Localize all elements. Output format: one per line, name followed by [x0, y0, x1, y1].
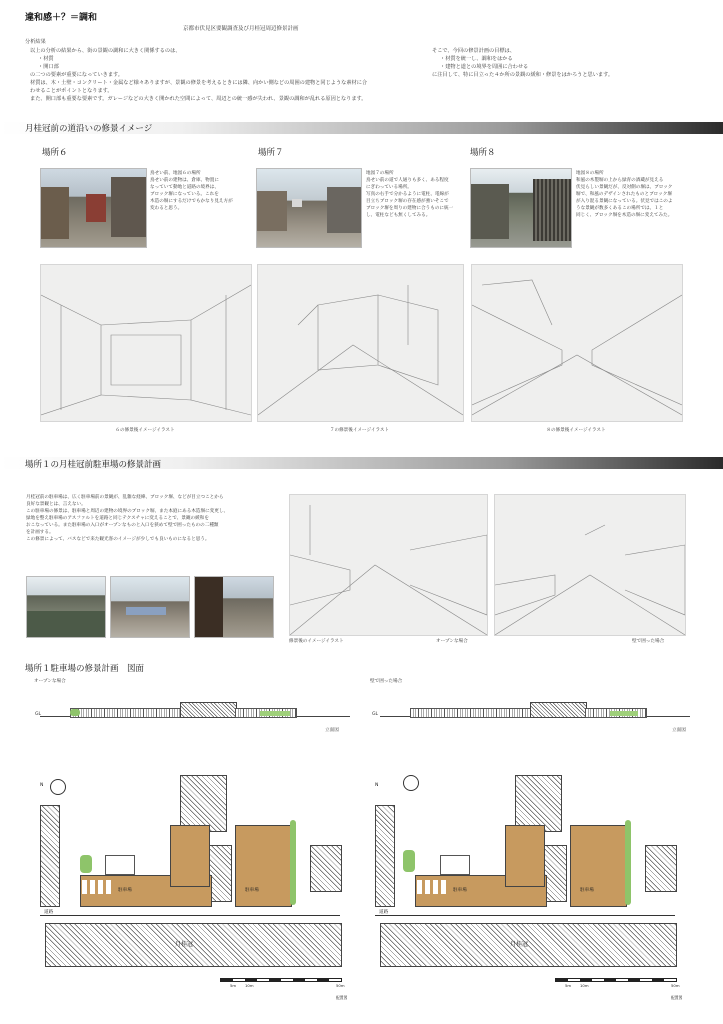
place7-photo: [256, 168, 362, 248]
scale-mark: 50m: [336, 983, 345, 988]
analysis-left: [30, 47, 420, 103]
scale-bar: [555, 978, 677, 982]
place8-desc: [576, 170, 686, 219]
analysis-line: ・開口部: [38, 64, 59, 70]
desc-line: 変わると思う。: [150, 206, 183, 211]
parking-area-right: [235, 825, 292, 907]
analysis-line: ・建物と道との境界を周囲に合わせる: [440, 64, 529, 70]
desc-line: うな景観が数多くあるこの場所では、１と: [576, 206, 664, 211]
compass-icon: [403, 775, 419, 791]
desc-line: 月桂冠前の駐車場は、広く駐車場前の景観が、乱雑な経緯、ブロック塀、などが目立つことから: [26, 495, 224, 500]
north-label: N: [375, 783, 379, 788]
building-east: [310, 845, 342, 892]
desc-line: 写真の右手で分かるように電柱、電線が: [366, 192, 449, 197]
place6-photo: [40, 168, 147, 248]
desc-line: 塀で、和風のデザインされたものとブロック塀: [576, 192, 672, 197]
scale-mark: 10m: [245, 983, 254, 988]
section2-heading: 場所１の月桂冠前駐車場の修景計画: [25, 460, 162, 470]
section3-heading: 場所１駐車場の修景計画 図面: [25, 664, 145, 674]
desc-line: この修景によって、バスなどで来た観光客のイメージが少しでも良いものになると思う。: [26, 537, 210, 542]
desc-line: 緑地を整え駐車場のアスファルトを道路と同じテクスチャに変えることで、景観の緩和を: [26, 516, 209, 521]
desc-line: なっていて動地と道路の境界は、: [150, 185, 219, 190]
page-subtitle: 京都市伏見区要観調査及び月桂冠周辺修景計画: [183, 26, 299, 32]
elev-note: 立面図: [325, 728, 339, 733]
parking-label: 駐車場: [453, 888, 467, 893]
scale-bar: [220, 978, 342, 982]
parking-area-right: [570, 825, 627, 907]
tree-icon: [403, 850, 415, 872]
parking-stalls: [417, 880, 447, 894]
section1-heading: 月桂冠前の道沿いの修景イメージ: [25, 124, 153, 134]
desc-line: が入り混る景観になっている。伏見ではこのよ: [576, 199, 673, 204]
desc-line: おこなっている。また駐車場の入口がオープンなものと入口を狭めて壁で囲ったものの二種類: [26, 523, 219, 528]
analysis-line: 以上の分析の結果から、街の景観の調和に大きく関係するのは、: [30, 48, 181, 54]
hedge: [260, 711, 290, 716]
analysis-line: 材質は、木・土壁・コンクリート・金属など様々ありますが、景観の修景を考えるときには隣、向かい側などの周囲の建物と同じような素材に合: [30, 80, 368, 86]
compass-icon: [50, 779, 66, 795]
plan-note: 配置図: [336, 995, 348, 1000]
building-west: [40, 805, 60, 907]
road-label: 道路: [379, 910, 389, 915]
gekkeikan-label: 月桂冠: [175, 941, 194, 948]
caption-walled: 壁で囲った場合: [632, 639, 665, 644]
elevation-open: [40, 697, 350, 727]
elevation-walled: [380, 697, 690, 727]
tree-icon: [70, 709, 80, 716]
scale-mark: 10m: [580, 983, 589, 988]
analysis-line: そこで、今回の修景計画の目標は、: [432, 48, 515, 54]
tree-icon: [80, 855, 92, 873]
place8-caption: ８の修景後イメージイラスト: [546, 428, 606, 433]
small-building: [105, 855, 135, 875]
parking-label: 駐車場: [118, 888, 132, 893]
section2-desc: [26, 494, 281, 543]
desc-line: 伏見らしい景観だが、反対側の塀は、ブロック: [576, 185, 673, 190]
place6-caption: ６の修景後イメージイラスト: [115, 428, 175, 433]
desc-line: 同じく、ブロック塀を木造の塀に変えてみた。: [576, 213, 673, 218]
desc-line: 地図７の場所: [366, 171, 394, 176]
parking-area-left-ext: [170, 825, 210, 887]
parking-sketch-walled: [494, 494, 686, 636]
analysis-right: [432, 47, 712, 79]
desc-line: を計画する。: [26, 530, 54, 535]
desc-line: 鳥せい前の道で人通りも多く、ある程度: [366, 178, 449, 183]
desc-line: 目立ちブロック塀の存在感が強いそこで: [366, 199, 449, 204]
building-east: [645, 845, 677, 892]
scale-mark: 5m: [230, 983, 237, 988]
building-north: [180, 775, 227, 832]
desc-line: 鳥せい前、地図６の場所: [150, 171, 201, 176]
place6-desc: [150, 170, 250, 212]
place6-label: 場所６: [42, 148, 68, 158]
building: [530, 702, 587, 718]
parking-area-left-ext: [505, 825, 545, 887]
place8-photo: [470, 168, 572, 248]
plan-walled: [375, 765, 695, 1005]
caption-open: オープンな場合: [436, 639, 468, 644]
analysis-line: ・材質: [38, 56, 54, 62]
analysis-line: わせることがポイントとなります。: [30, 88, 113, 94]
analysis-line: また、開口部も重要な要素です。ガレージなどの大きく開かれた空間によって、周辺との統一感が失われ、景観の調和が乱れる原因となります。: [30, 96, 367, 102]
parking-photo-2: [110, 576, 190, 638]
scale-mark: 5m: [565, 983, 572, 988]
desc-line: し、電柱なども無くしてみる。: [366, 213, 431, 218]
sketch-lines: [41, 265, 251, 421]
building-west: [375, 805, 395, 907]
desc-line: ブロック塀になっている。これを: [150, 192, 219, 197]
road-line: [375, 915, 675, 916]
sketch-lines: [495, 495, 685, 635]
analysis-line: の二つの要素が重要になっていきます。: [30, 72, 123, 78]
gekkeikan-building: [380, 923, 677, 967]
desc-line: 鳥せい前の建物は、倉庫、物置に: [150, 178, 219, 183]
analysis-line: に注目して、特に目立った４か所の景観の緩和・修景をはかろうと思います。: [432, 72, 614, 78]
road-line: [40, 915, 340, 916]
elev-gl: GL: [35, 712, 42, 717]
analysis-line: ・材質を統一し、調和をはかる: [440, 56, 513, 62]
parking-label: 駐車場: [245, 888, 259, 893]
north-label: N: [40, 783, 44, 788]
place8-label: 場所８: [470, 148, 496, 158]
desc-line: ブロック塀を周りの建物に合うものに統一: [366, 206, 454, 211]
parking-label: 駐車場: [580, 888, 594, 893]
parking-sketch-open: [289, 494, 488, 636]
desc-line: 和風の木製塀の上から緑青の酒蔵が見える: [576, 178, 664, 183]
gekkeikan-building: [45, 923, 342, 967]
plan-note: 配置図: [671, 995, 683, 1000]
place7-desc: [366, 170, 466, 219]
gekkeikan-label: 月桂冠: [510, 941, 529, 948]
elev-gl: GL: [372, 712, 379, 717]
desc-line: にぎわっている場所。: [366, 185, 412, 190]
small-building: [440, 855, 470, 875]
place7-caption: ７の修景後イメージイラスト: [329, 428, 390, 433]
page-title: 違和感＋？＝調和: [25, 13, 98, 23]
desc-line: この駐車場の修景は、駐車場と周辺の建物の境界のブロック塀、また本庭にある木造塀に変更し、: [26, 509, 229, 514]
plan-open: [40, 765, 360, 1005]
place7-label: 場所７: [258, 148, 284, 158]
parking-photo-3: [194, 576, 274, 638]
sketch-lines: [258, 265, 463, 421]
elev-note: 立面図: [672, 728, 686, 733]
elev-left-label: オープンな場合: [34, 679, 66, 684]
fence: [70, 708, 182, 718]
desc-line: 良好な景観とは、言えない。: [26, 502, 86, 507]
place6-sketch: [40, 264, 252, 422]
scale-mark: 50m: [671, 983, 680, 988]
building: [180, 702, 237, 718]
building-north: [515, 775, 562, 832]
elev-right-label: 壁で囲った場合: [370, 679, 403, 684]
desc-line: 地図８の場所: [576, 171, 604, 176]
desc-line: 木造の塀にするだけでもかなり見え方が: [150, 199, 233, 204]
parking-photo-1: [26, 576, 106, 638]
place7-sketch: [257, 264, 464, 422]
hedge: [290, 820, 296, 905]
hedge: [610, 711, 638, 716]
hedge: [625, 820, 631, 905]
sketch-lines: [290, 495, 487, 635]
fence: [410, 708, 532, 718]
road-label: 道路: [44, 910, 54, 915]
parking-stalls: [82, 880, 112, 894]
analysis-heading: 分析結果: [25, 39, 46, 45]
sketch-lines: [472, 265, 682, 421]
caption-after: 修景後のイメージイラスト: [289, 639, 344, 644]
place8-sketch: [471, 264, 683, 422]
